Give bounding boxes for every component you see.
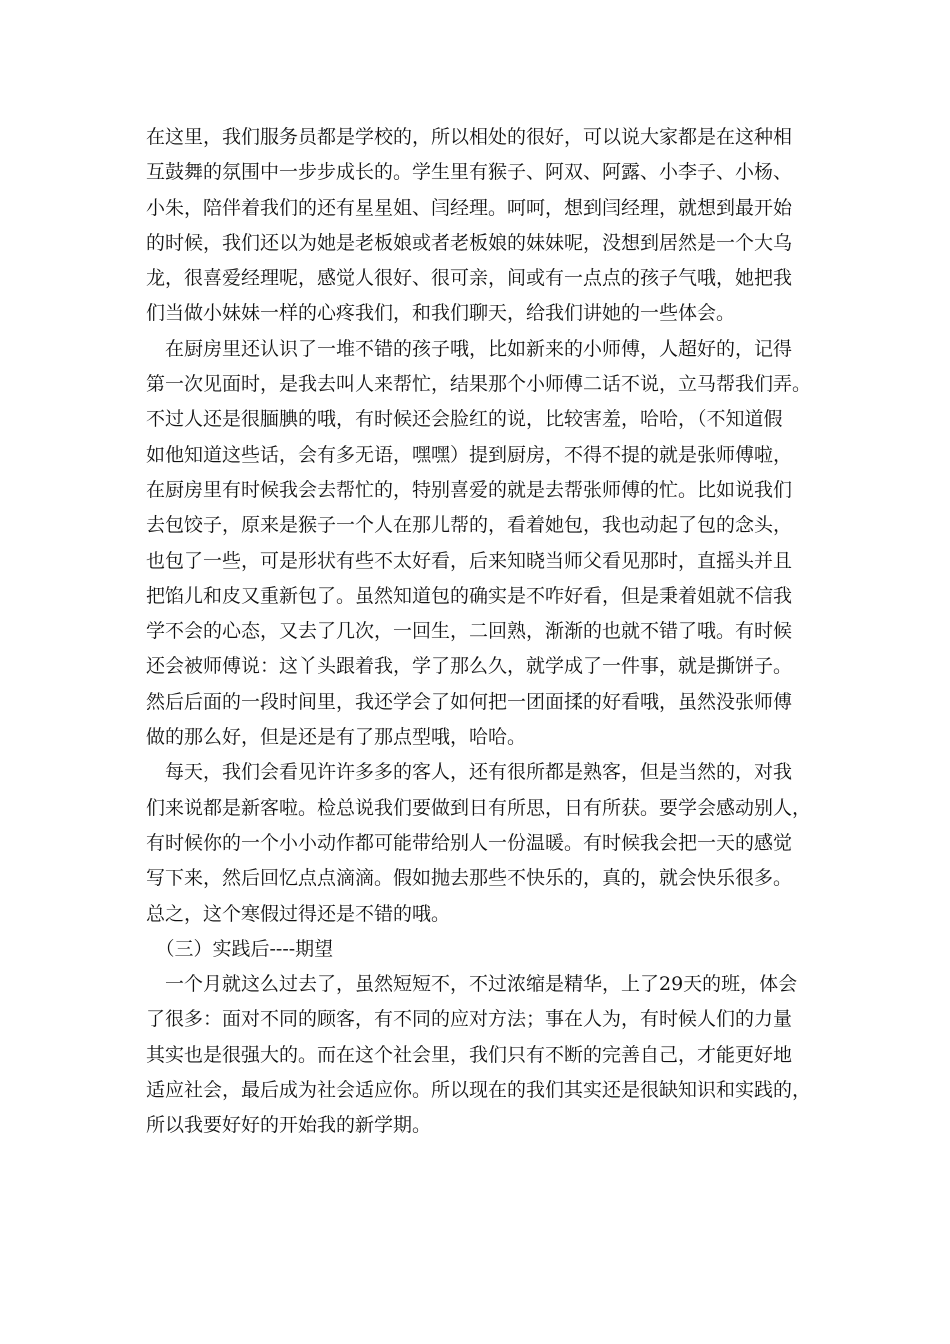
text-line: 互鼓舞的氛围中一步步成长的。学生里有猴子、阿双、阿露、小李子、小杨、 [146, 161, 793, 184]
text-line: 有时候你的一个小小动作都可能带给别人一份温暖。有时候我会把一天的感觉 [146, 831, 793, 854]
text-line: 不过人还是很腼腆的哦，有时候还会脸红的说，比较害羞，哈哈，（不知道假 [146, 408, 783, 431]
text-line: 学不会的心态，又去了几次，一回生，二回熟，渐渐的也就不错了哦。有时候 [146, 620, 793, 643]
text-line: 在厨房里有时候我会去帮忙的，特别喜爱的就是去帮张师傅的忙。比如说我们 [146, 478, 793, 501]
section-heading: （三）实践后----期望 [146, 937, 334, 960]
text-line: 小朱，陪伴着我们的还有星星姐、闫经理。呵呵，想到闫经理，就想到最开始 [146, 196, 793, 219]
text-line: 的时候，我们还以为她是老板娘或者老板娘的妹妹呢，没想到居然是一个大乌 [146, 231, 793, 254]
text-line: 做的那么好，但是还是有了那点型哦，哈哈。 [146, 726, 527, 749]
text-line: 还会被师傅说：这丫头跟着我，学了那么久，就学成了一件事，就是撕饼子。 [146, 655, 793, 678]
text-line: 在这里，我们服务员都是学校的，所以相处的很好，可以说大家都是在这种相 [146, 126, 793, 148]
text-line: 适应社会，最后成为社会适应你。所以现在的我们其实还是很缺知识和实践的， [146, 1079, 812, 1102]
text-line: 一个月就这么过去了，虽然短短不，不过浓缩是精华，上了29天的班，体会 [146, 973, 798, 996]
text-line: 们来说都是新客啦。检总说我们要做到日有所思，日有所获。要学会感动别人， [146, 796, 812, 819]
text-line: 了很多：面对不同的顾客，有不同的应对方法；事在人为，有时候人们的力量 [146, 1008, 793, 1031]
text-line: 也包了一些，可是形状有些不太好看，后来知晓当师父看见那时，直摇头并且 [146, 549, 793, 572]
text-line: 总之，这个寒假过得还是不错的哦。 [146, 902, 451, 925]
text-line: 然后后面的一段时间里，我还学会了如何把一团面揉的好看哦，虽然没张师傅 [146, 690, 793, 713]
text-line: 第一次见面时，是我去叫人来帮忙，结果那个小师傅二话不说，立马帮我们弄。 [146, 373, 812, 396]
text-line: 在厨房里还认识了一堆不错的孩子哦，比如新来的小师傅，人超好的，记得 [146, 337, 793, 360]
text-line: 所以我要好好的开始我的新学期。 [146, 1114, 432, 1137]
text-line: 每天，我们会看见许许多多的客人，还有很所都是熟客，但是当然的，对我 [146, 761, 793, 784]
text-line: 龙，很喜爱经理呢，感觉人很好、很可亲，间或有一点点的孩子气哦，她把我 [146, 267, 793, 290]
text-line: 如他知道这些话，会有多无语，嘿嘿）提到厨房，不得不提的就是张师傅啦， [146, 443, 793, 466]
text-line: 写下来，然后回忆点点滴滴。假如抛去那些不快乐的，真的，就会快乐很多。 [146, 867, 793, 890]
document-body [146, 120, 816, 1144]
text-line: 其实也是很强大的。而在这个社会里，我们只有不断的完善自己，才能更好地 [146, 1043, 793, 1066]
text-line: 去包饺子，原来是猴子一个人在那儿帮的，看着她包，我也动起了包的念头， [146, 514, 793, 537]
text-line: 把馅儿和皮又重新包了。虽然知道包的确实是不咋好看，但是秉着姐就不信我 [146, 584, 793, 607]
text-line: 们当做小妹妹一样的心疼我们，和我们聊天，给我们讲她的一些体会。 [146, 302, 736, 325]
